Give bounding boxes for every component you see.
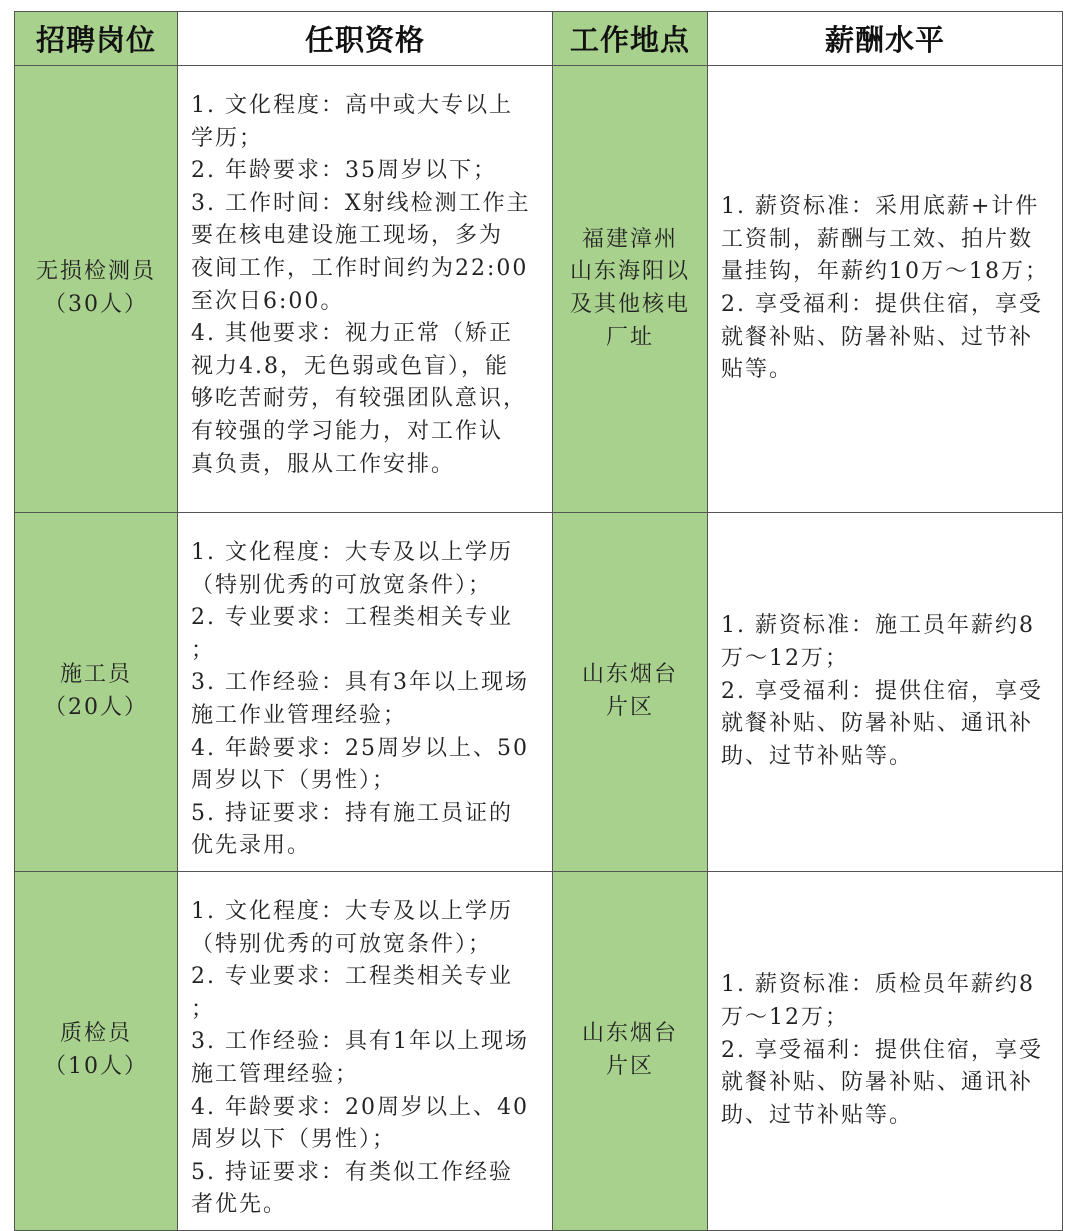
requirement-line: 3. 工作经验：具有1年以上现场 [191,1029,529,1055]
requirements-cell [178,513,553,872]
table-header-row [15,12,1063,66]
requirement-line: 要在核电建设施工现场，多为 [191,223,504,249]
requirement-line: 4. 其他要求：视力正常（矫正 [191,321,513,347]
salary-line: 就餐补贴、防暑补贴、通讯补 [721,1070,1034,1096]
location-line: 山东海阳以 [569,259,690,285]
salary-line: 万～12万； [721,1005,849,1031]
position-title: 质检员 [59,1021,132,1047]
requirement-line: 4. 年龄要求：20周岁以上、40 [191,1094,529,1120]
requirement-line: 夜间工作，工作时间约为22:00 [191,255,529,281]
header-salary: 薪酬水平 [708,12,1063,66]
salary-cell [708,513,1063,872]
recruitment-table [14,11,1063,1231]
requirement-line: 学历； [191,125,264,151]
requirement-line: 3. 工作经验：具有3年以上现场 [191,670,529,696]
header-requirements: 任职资格 [178,12,553,66]
position-headcount: （30人） [44,292,148,317]
table-row [15,513,1063,872]
requirement-line: 周岁以下（男性）； [191,768,397,794]
requirement-line: 1. 文化程度：高中或大专以上 [191,93,513,118]
requirement-line: 施工管理经验； [191,1061,360,1087]
salary-cell [708,66,1063,513]
requirement-line: （特别优秀的可放宽条件）； [191,572,493,598]
position-cell [15,871,178,1230]
requirement-line: 2. 专业要求：工程类相关专业 [191,964,513,990]
position-headcount: （20人） [44,694,148,720]
salary-line: 助、过节补贴等。 [721,1102,914,1128]
salary-line: 就餐补贴、防暑补贴、过节补 [721,324,1034,350]
location-line: 山东烟台 [581,1021,678,1047]
requirement-line: 者优先。 [191,1192,288,1218]
salary-line: 就餐补贴、防暑补贴、通讯补 [721,711,1034,737]
header-position: 招聘岗位 [15,12,178,66]
requirement-line: 1. 文化程度：大专及以上学历 [191,540,513,565]
location-line: 及其他核电 [569,292,690,317]
position-headcount: （10人） [44,1053,148,1079]
requirement-line: （特别优秀的可放宽条件）； [191,931,493,957]
requirement-line: 至次日6:00。 [191,288,345,314]
location-cell [553,513,708,872]
header-location: 工作地点 [553,12,708,66]
requirement-line: 真负责，服从工作安排。 [191,451,456,477]
requirement-line: ； [191,996,216,1022]
requirement-line: 周岁以下（男性）； [191,1127,397,1153]
requirement-line: 施工作业管理经验； [191,702,408,728]
requirement-line: 优先录用。 [191,833,312,859]
salary-line: 2. 享受福利：提供住宿，享受 [721,1037,1043,1063]
position-cell [15,66,178,513]
location-line: 福建漳州 [581,226,678,252]
requirement-line: 1. 文化程度：大专及以上学历 [191,898,513,924]
location-line: 山东烟台 [581,662,678,688]
requirements-cell [178,871,553,1230]
requirement-line: 2. 年龄要求：35周岁以下； [191,158,497,184]
requirement-line: ； [191,637,216,663]
location-cell [553,66,708,513]
requirement-line: 视力4.8，无色弱或色盲），能 [191,353,509,379]
salary-line: 2. 享受福利：提供住宿，享受 [721,292,1043,317]
position-title: 施工员 [59,662,132,688]
requirements-cell [178,66,553,513]
salary-line: 助、过节补贴等。 [721,743,914,769]
table-row [15,66,1063,513]
salary-line: 万～12万； [721,646,849,672]
salary-line: 量挂钩，年薪约10万～18万； [721,259,1049,285]
location-line: 厂址 [605,324,654,350]
location-line: 片区 [605,694,654,720]
requirement-line: 有较强的学习能力，对工作认 [191,418,504,444]
requirement-line: 5. 持证要求：有类似工作经验 [191,1159,513,1185]
requirement-line: 4. 年龄要求：25周岁以上、50 [191,735,529,761]
salary-line: 工资制，薪酬与工效、拍片数 [721,226,1034,252]
location-cell [553,871,708,1230]
location-line: 片区 [605,1053,654,1079]
requirement-line: 3. 工作时间：X射线检测工作主 [191,190,531,216]
salary-line: 贴等。 [721,357,794,383]
salary-cell [708,871,1063,1230]
requirement-line: 5. 持证要求：持有施工员证的 [191,800,513,826]
salary-line: 1. 薪资标准：采用底薪+计件 [721,194,1040,220]
requirement-line: 2. 专业要求：工程类相关专业 [191,605,513,631]
salary-line: 1. 薪资标准：施工员年薪约8 [721,613,1035,639]
salary-line: 2. 享受福利：提供住宿，享受 [721,678,1043,704]
position-cell [15,513,178,872]
salary-line: 1. 薪资标准：质检员年薪约8 [721,972,1035,998]
requirement-line: 够吃苦耐劳，有较强团队意识， [191,386,528,412]
table-row [15,871,1063,1230]
position-title: 无损检测员 [35,259,156,285]
